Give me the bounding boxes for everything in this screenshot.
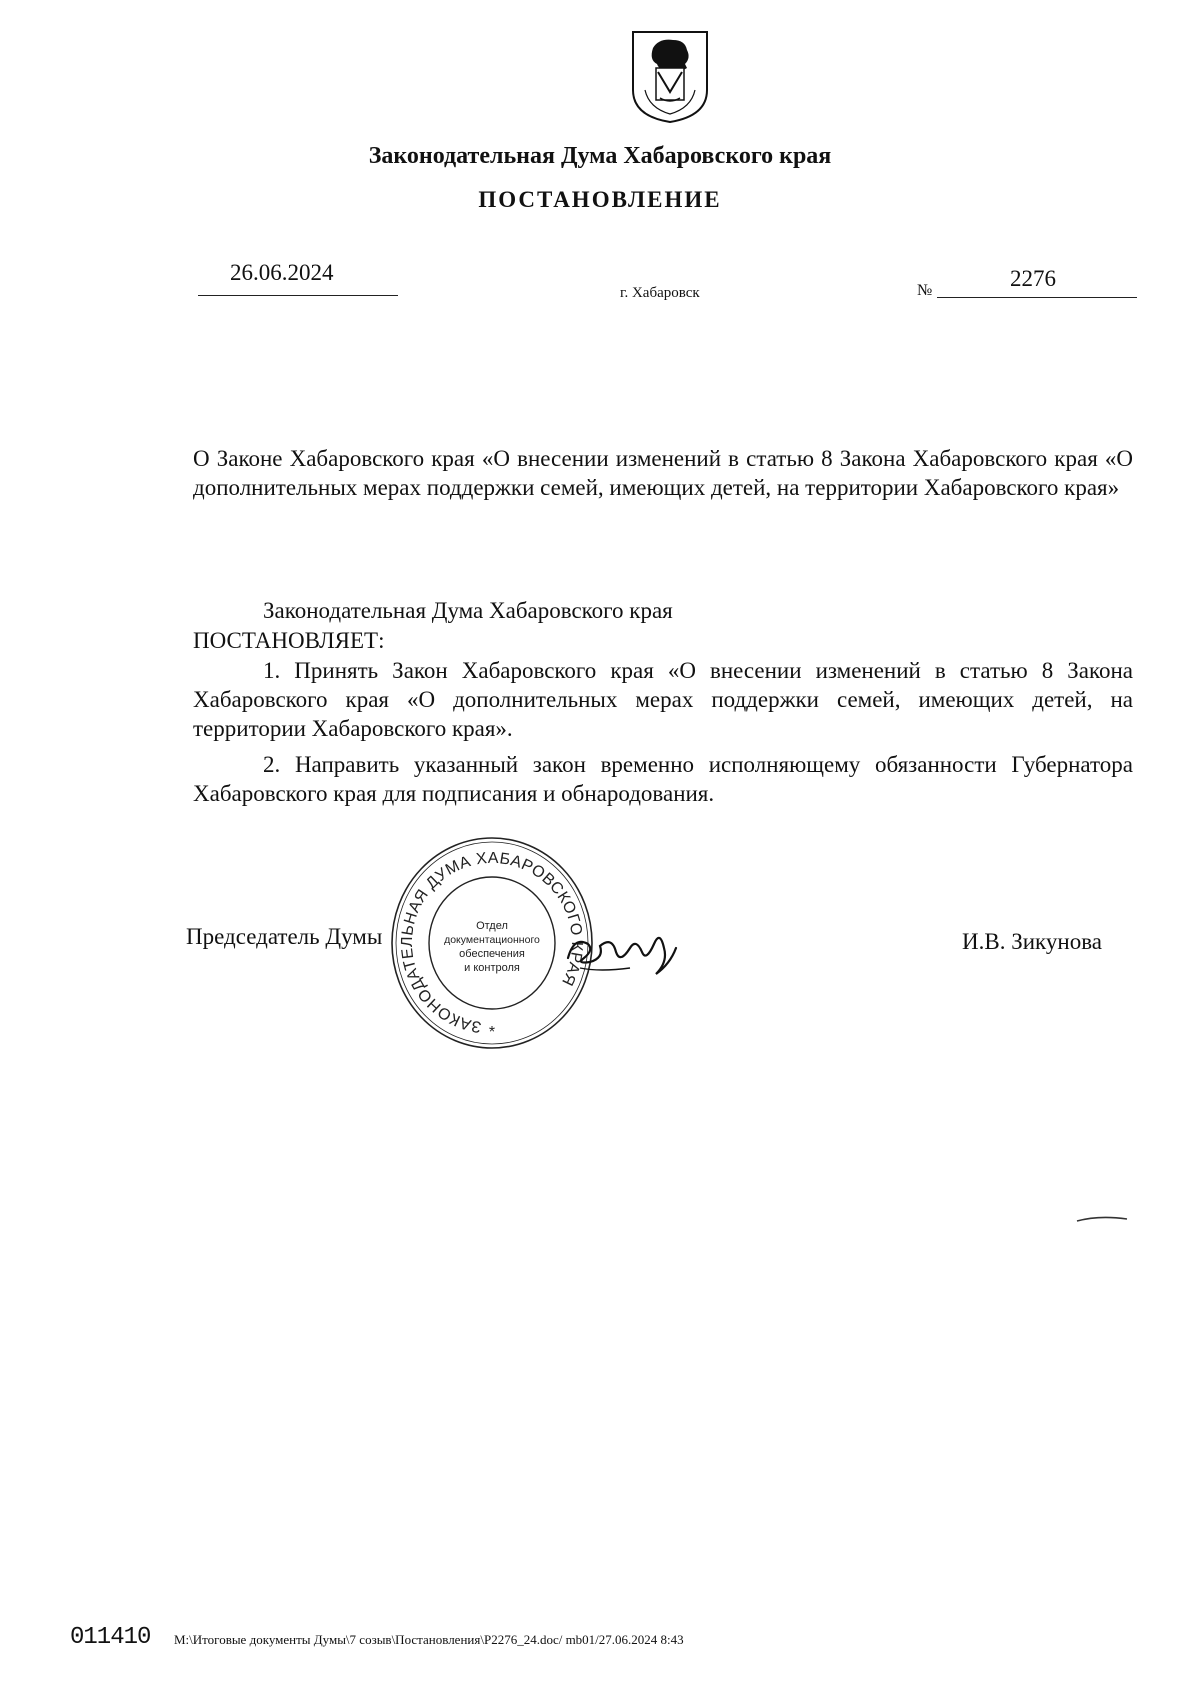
svg-text:Отдел: Отдел bbox=[476, 920, 508, 932]
handwritten-signature bbox=[560, 918, 680, 982]
svg-text:и контроля: и контроля bbox=[464, 962, 520, 974]
footer-file-path: M:\Итоговые документы Думы\7 созыв\Постановления\P2276_24.doc/ mb01/27.06.2024 8:43 bbox=[174, 1632, 684, 1647]
body-item-2: 2. Направить указанный закон временно исполняющему обязанности Губернатора Хабаровского края для подписания и обнародования. bbox=[193, 752, 1133, 806]
intro-line: Законодательная Дума Хабаровского края bbox=[263, 598, 673, 623]
document-date: 26.06.2024 bbox=[230, 260, 334, 285]
coat-of-arms-icon bbox=[629, 28, 711, 124]
svg-text:обеспечения: обеспечения bbox=[459, 948, 525, 960]
organization-title: Законодательная Дума Хабаровского края bbox=[368, 143, 832, 169]
number-underline bbox=[937, 297, 1137, 298]
footer-document-id: 011410 bbox=[70, 1624, 151, 1651]
body-item-1: 1. Принять Закон Хабаровского края «О внесении изменений в статью 8 Закона Хабаровского края «О дополнительных мерах поддержки семей, имеющих детей, на территории Хабаровского края». bbox=[193, 658, 1133, 741]
svg-text:документационного: документационного bbox=[444, 934, 540, 946]
document-number: 2276 bbox=[1010, 266, 1056, 291]
signatory-name: И.В. Зикунова bbox=[962, 929, 1102, 954]
resolves-line: ПОСТАНОВЛЯЕТ: bbox=[193, 628, 385, 653]
date-underline bbox=[198, 295, 398, 296]
signatory-title: Председатель Думы bbox=[186, 924, 383, 949]
document-subject: О Законе Хабаровского края «О внесении изменений в статью 8 Закона Хабаровского края «О дополнительных мерах поддержки семей, имеющих детей, на территории Хабаровского края» bbox=[193, 446, 1133, 500]
svg-text:ЗАКОНОДАТЕЛЬНАЯ ДУМА ХАБАРОВСК: ЗАКОНОДАТЕЛЬНАЯ ДУМА ХАБАРОВСКОГО КРАЯ bbox=[398, 849, 586, 1036]
scan-mark bbox=[1075, 1212, 1129, 1224]
document-type-title: ПОСТАНОВЛЕНИЕ bbox=[478, 187, 722, 212]
number-sign: № bbox=[917, 282, 933, 299]
document-city: г. Хабаровск bbox=[620, 285, 700, 301]
svg-text:*: * bbox=[488, 1024, 496, 1041]
